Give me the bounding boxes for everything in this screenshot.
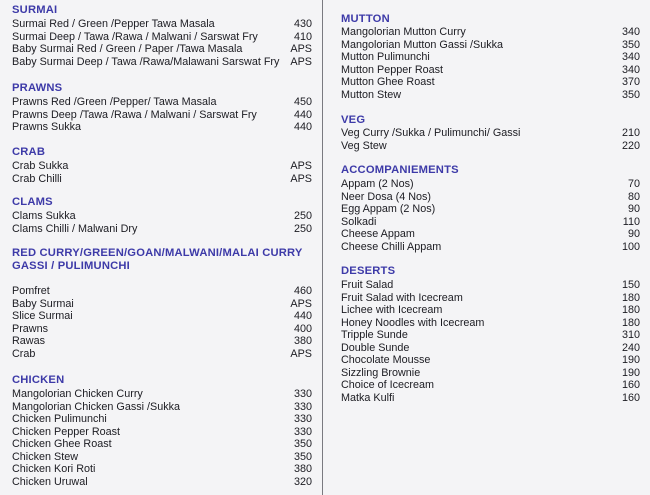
item-name: Prawns Deep /Tawa /Rawa / Malwani / Sarswat Fry [12,108,257,121]
item-price: 180 [621,291,640,304]
item-name: Mutton Pulimunchi [341,51,430,63]
menu-item [334,342,640,355]
item-price: 150 [621,279,640,291]
menu-item [0,173,320,186]
item-name: Veg Stew [341,139,387,152]
menu-item [0,451,320,464]
item-price: 400 [293,322,312,335]
menu-item [334,127,640,140]
menu-item [334,354,640,367]
item-name: Crab Chilli [12,172,62,185]
item-name: Clams Chilli / Malwani Dry [12,222,138,235]
section-heading: VEG [341,114,366,126]
menu-item [0,388,320,401]
item-price: APS [290,297,312,310]
item-price: 180 [621,304,640,316]
menu-item [0,310,320,323]
menu-item [0,463,320,476]
item-price: 310 [621,329,640,341]
menu-item [0,298,320,311]
menu-item [0,348,320,361]
menu-item [334,140,640,153]
item-name: Mutton Pepper Roast [341,63,444,76]
menu-item [334,329,640,342]
section-heading: CHICKEN [12,374,65,386]
section-heading: ACCOMPANIEMENTS [341,164,459,176]
item-price: 340 [621,26,640,38]
menu-item [0,476,320,489]
item-price: 380 [293,463,312,475]
item-price: 440 [293,310,312,322]
menu-item [334,216,640,229]
menu-item [0,56,320,69]
item-price: 350 [293,438,312,450]
section-heading: PRAWNS [12,82,63,94]
item-name: Chicken Pulimunchi [12,413,107,425]
item-name: Lichee with Icecream [341,304,443,316]
item-name: Pomfret [12,285,50,297]
menu-item [0,438,320,451]
menu-item [0,210,320,223]
item-price: 160 [621,379,640,391]
item-price: 210 [621,127,640,139]
menu-item [334,304,640,317]
item-name: Baby Surmai [12,297,74,310]
item-price: 330 [293,413,312,425]
menu-item [0,121,320,134]
menu-item [0,426,320,439]
item-name: Mutton Ghee Roast [341,76,435,88]
section-heading: MUTTON [341,13,390,25]
item-price: 340 [621,51,640,63]
item-name: Chicken Ghee Roast [12,438,112,450]
menu-item [334,89,640,102]
item-name: Fruit Salad with Icecream [341,291,463,304]
item-name: Surmai Deep / Tawa /Rawa / Malwani / Sarswat Fry [12,30,258,43]
item-price: 190 [621,354,640,366]
item-name: Double Sunde [341,341,410,354]
item-name: Prawns Red /Green /Pepper/ Tawa Masala [12,96,217,108]
item-name: Mangolorian Chicken Curry [12,388,143,400]
item-name: Prawns Sukka [12,121,82,133]
item-price: 320 [293,475,312,488]
item-name: Chicken Pepper Roast [12,425,121,438]
menu-item [0,18,320,31]
menu-item [334,241,640,254]
menu-item [334,292,640,305]
item-price: 70 [627,178,640,190]
item-price: 100 [621,240,640,253]
menu-item [0,335,320,348]
menu-item [0,323,320,336]
item-price: 90 [627,228,640,240]
item-price: 350 [621,88,640,101]
item-name: Tripple Sunde [341,329,408,341]
item-name: Crab [12,347,36,360]
section-heading: DESERTS [341,265,396,277]
item-price: 460 [293,285,312,297]
menu-item [334,392,640,405]
menu-item [334,379,640,392]
item-price: 330 [293,425,312,438]
menu-item [0,43,320,56]
item-price: 110 [622,215,640,228]
item-name: Chicken Stew [12,450,79,463]
menu-item [0,31,320,44]
item-price: 80 [627,190,640,203]
item-name: Prawns [12,322,49,335]
section-heading-continued: GASSI / PULIMUNCHI [12,260,130,272]
item-price: 240 [621,341,640,354]
menu-item [0,223,320,236]
menu-item [334,178,640,191]
item-price: 440 [293,108,312,121]
item-price: 350 [293,450,312,463]
item-name: Fruit Salad [341,279,394,291]
item-name: Neer Dosa (4 Nos) [341,190,432,203]
section-heading: CRAB [12,146,46,158]
item-price: 450 [293,96,312,108]
menu-item [334,367,640,380]
menu-item [334,317,640,330]
item-price: 370 [621,76,640,88]
item-name: Solkadi [341,215,377,228]
item-name: Baby Surmai Red / Green / Paper /Tawa Masala [12,43,243,55]
column-divider [322,0,323,495]
item-price: APS [290,347,312,360]
menu-item [334,191,640,204]
item-name: Chicken Uruwal [12,475,88,488]
item-name: Honey Noodles with Icecream [341,316,485,329]
item-price: 330 [293,388,312,400]
item-name: Clams Sukka [12,210,76,222]
item-price: APS [290,43,312,55]
item-name: Rawas [12,335,46,347]
section-heading: CLAMS [12,196,53,208]
item-price: 250 [293,210,312,222]
menu-item [334,228,640,241]
menu-item [0,160,320,173]
menu-item [0,96,320,109]
item-name: Chicken Kori Roti [12,463,96,475]
item-name: Chocolate Mousse [341,354,431,366]
section-heading: SURMAI [12,4,58,16]
item-name: Appam (2 Nos) [341,178,414,190]
item-price: 90 [627,203,640,215]
item-name: Mutton Stew [341,88,402,101]
item-name: Crab Sukka [12,160,69,172]
item-name: Mangolorian Mutton Gassi /Sukka [341,38,504,51]
item-price: APS [290,160,312,172]
item-name: Surmai Red / Green /Pepper Tawa Masala [12,18,215,30]
item-name: Sizzling Brownie [341,366,421,379]
section-heading: RED CURRY/GREEN/GOAN/MALWANI/MALAI CURRY [12,247,303,259]
item-name: Cheese Chilli Appam [341,240,442,253]
item-name: Matka Kulfi [341,391,395,404]
item-price: 340 [621,63,640,76]
item-price: 410 [293,30,312,43]
menu-item [0,285,320,298]
item-name: Choice of Icecream [341,379,435,391]
item-name: Egg Appam (2 Nos) [341,203,436,215]
menu-item [334,26,640,39]
item-price: APS [290,55,312,68]
item-price: 330 [293,400,312,413]
item-price: 160 [621,391,640,404]
menu-item [334,76,640,89]
item-name: Mangolorian Mutton Curry [341,26,466,38]
item-price: 350 [621,38,640,51]
item-price: 190 [621,366,640,379]
item-price: 380 [293,335,312,347]
menu-item [0,109,320,122]
item-price: 180 [621,316,640,329]
item-price: 250 [293,222,312,235]
menu-item [0,401,320,414]
item-name: Cheese Appam [341,228,415,240]
item-name: Baby Surmai Deep / Tawa /Rawa/Malawani Sarswat Fry [12,55,280,68]
item-name: Veg Curry /Sukka / Pulimunchi/ Gassi [341,127,521,139]
menu-item [334,39,640,52]
menu-item [334,203,640,216]
item-price: 440 [293,121,312,133]
menu-item [334,279,640,292]
menu-item [0,413,320,426]
item-name: Slice Surmai [12,310,73,322]
menu-item [334,51,640,64]
item-price: 220 [621,139,640,152]
item-name: Mangolorian Chicken Gassi /Sukka [12,400,181,413]
item-price: 430 [293,18,312,30]
menu-item [334,64,640,77]
item-price: APS [290,172,312,185]
